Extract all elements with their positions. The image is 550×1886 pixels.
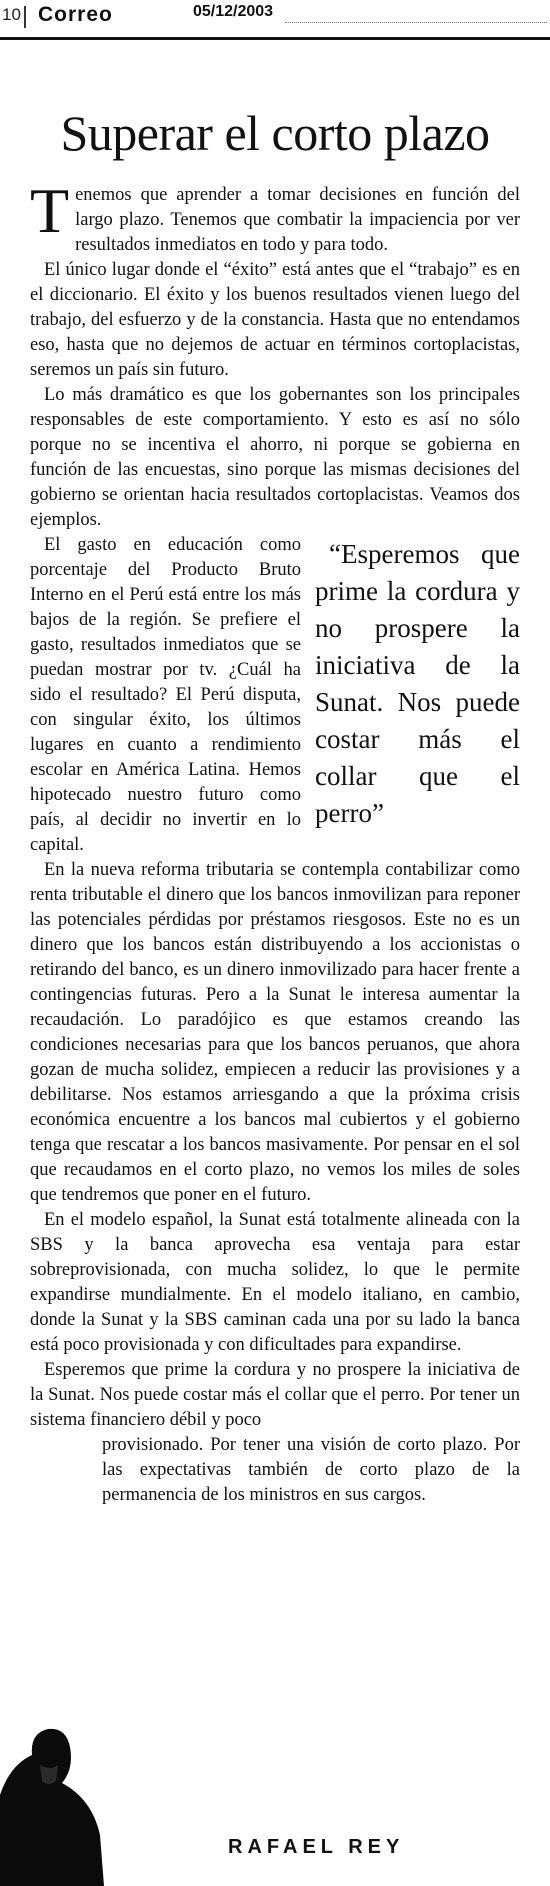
paragraph-5: En la nueva reforma tributaria se contempla contabilizar como renta tributable el dinero que los bancos inmovilizan para reponer las potenciales pérdidas por préstamos riesgosos. Este no es un dinero que los bancos están distribuyendo a los accionistas o retirando del banco, es un dinero inmovilizado para hacer frente a contingencias futuras. Pero a la Sunat le interesa aumentar la recaudación. Lo paradójico es que estamos creando las condiciones necesarias para que los bancos peruanos, que ahora gozan de mucha solidez, empiecen a reducir las provisiones y a debilitarse. Nos estamos arriesgando a que la próxima crisis económica encuentre a los bancos mal cubiertos y el gobierno tenga que rescatar a los bancos masivamente. Por pensar en el sol que recaudamos en el corto plazo, no vemos los miles de soles que tendremos que poner en el futuro.	[30, 860, 520, 1205]
paragraph-1	[30, 175, 520, 258]
author-photo	[0, 1725, 104, 1886]
paragraph-group-with-quote	[30, 533, 520, 858]
header-divider	[24, 6, 26, 28]
paragraph-4	[30, 533, 520, 858]
paragraph-1-text: enemos que aprender a tomar decisiones en función del largo plazo. Tenemos que combatir la impaciencia por ver resultados inmediatos en todo y para todo.	[75, 185, 520, 255]
page-header	[0, 0, 550, 44]
header-rule	[0, 37, 550, 40]
paragraph-7: Esperemos que prime la cordura y no prospere la iniciativa de la Sunat. Nos puede costar más el collar que el perro. Por tener un sistema financiero débil y poco	[30, 1360, 520, 1430]
article-body	[30, 175, 520, 1508]
header-dotted-line	[285, 22, 547, 23]
paragraph-6: En el modelo español, la Sunat está totalmente alineada con la SBS y la banca aprovecha esa ventaja para estar sobreprovisionada, con mucha solidez, lo que le permite expandirse mundialmente. En el modelo italiano, en cambio, donde la Sunat y la SBS caminan cada una por su lado la banca está poco provisionada y con dificultades para expandirse.	[30, 1210, 520, 1355]
paragraph-2: El único lugar donde el “éxito” está antes que el “trabajo” es en el diccionario. El éxito y los buenos resultados vienen luego del trabajo, del esfuerzo y de la constancia. Hasta que no entendamos eso, hasta que no dejemos de actuar en términos cortoplacistas, seremos un país sin futuro.	[30, 260, 520, 380]
drop-cap: T	[30, 175, 70, 246]
newspaper-name: Correo	[38, 3, 113, 26]
page-number: 10	[2, 5, 21, 24]
pull-quote: “Esperemos que prime la cordura y no prospere la iniciativa de la Sunat. Nos puede costar más el collar que el perro”	[315, 539, 520, 828]
article-headline: Superar el corto plazo	[60, 105, 490, 161]
paragraph-7-continued: provisionado. Por tener una visión de corto plazo. Por las expectativas también de corto plazo de la permanencia de los ministros en sus cargos.	[102, 1435, 520, 1505]
author-byline: RAFAEL REY	[228, 1836, 405, 1858]
paragraph-3: Lo más dramático es que los gobernantes son los principales responsables de este comportamiento. Y esto es así no sólo porque no se incentiva el ahorro, ni porque se gobierna en función de las encuestas, sino porque las mismas decisiones del gobierno se orientan hacia resultados cortoplacistas. Veamos dos ejemplos.	[30, 385, 520, 530]
publication-date: 05/12/2003	[193, 3, 274, 20]
paragraph-4-text: El gasto en educación como porcentaje del Producto Bruto Interno en el Perú está entre los más bajos de la región. Se prefiere el gasto, resultados inmediatos que se puedan mostrar por tv. ¿Cuál ha sido el resultado? El Perú disputa, con singular éxito, los últimos lugares en cuanto a rendimiento escolar en América Latina. Hemos hipotecado nuestro futuro como país, al decidir no invertir en lo capital.	[30, 535, 301, 855]
